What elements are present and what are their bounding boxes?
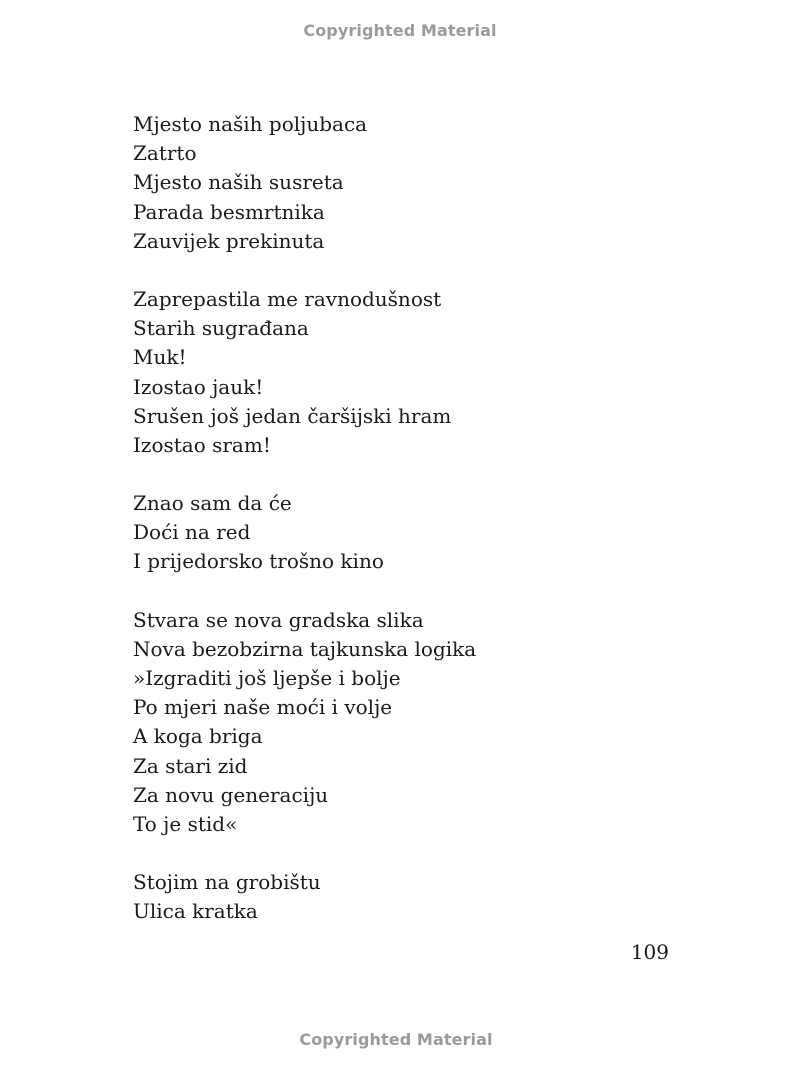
stanza-4 bbox=[133, 606, 693, 840]
poem-line: Nova bezobzirna tajkunska logika bbox=[133, 636, 477, 661]
page-number: 109 bbox=[630, 940, 669, 964]
poem-line: Mjesto naših poljubaca bbox=[133, 112, 368, 136]
poem-line: Zatrto bbox=[133, 141, 197, 166]
poem-line: Stvara se nova gradska slika bbox=[133, 607, 424, 632]
poem-line: Mjesto naših susreta bbox=[133, 170, 344, 195]
poem-line: Stojim na grobištu bbox=[133, 870, 321, 895]
stanza-3 bbox=[133, 489, 693, 577]
poem-line: Parada besmrtnika bbox=[133, 199, 325, 224]
poem bbox=[133, 110, 693, 956]
copyright-watermark-top: Copyrighted Material bbox=[303, 21, 497, 40]
stanza-5 bbox=[133, 868, 693, 926]
stanza-2 bbox=[133, 285, 693, 460]
stanza-1 bbox=[133, 110, 693, 256]
poem-line: Izostao sram! bbox=[133, 432, 271, 457]
poem-line: Muk! bbox=[133, 345, 187, 370]
poem-line: Doći na red bbox=[133, 520, 251, 545]
poem-line: Po mjeri naše moći i volje bbox=[133, 695, 393, 720]
poem-line: »Izgraditi još ljepše i bolje bbox=[133, 666, 401, 690]
poem-line: A koga briga bbox=[133, 724, 263, 749]
poem-line: Srušen još jedan čaršijski hram bbox=[133, 403, 452, 428]
poem-line: I prijedorsko trošno kino bbox=[133, 549, 384, 574]
poem-line: Zauvijek prekinuta bbox=[133, 228, 325, 253]
poem-line: Ulica kratka bbox=[133, 899, 258, 924]
poem-line: Za stari zid bbox=[133, 753, 248, 778]
poem-line: Zaprepastila me ravnodušnost bbox=[133, 286, 442, 311]
poem-line: Izostao jauk! bbox=[133, 374, 264, 399]
copyright-watermark-bottom: Copyrighted Material bbox=[299, 1030, 493, 1049]
poem-line: Starih sugrađana bbox=[133, 316, 309, 341]
poem-line: To je stid« bbox=[133, 811, 238, 836]
poem-line: Znao sam da će bbox=[133, 491, 292, 516]
poem-line: Za novu generaciju bbox=[133, 782, 329, 807]
